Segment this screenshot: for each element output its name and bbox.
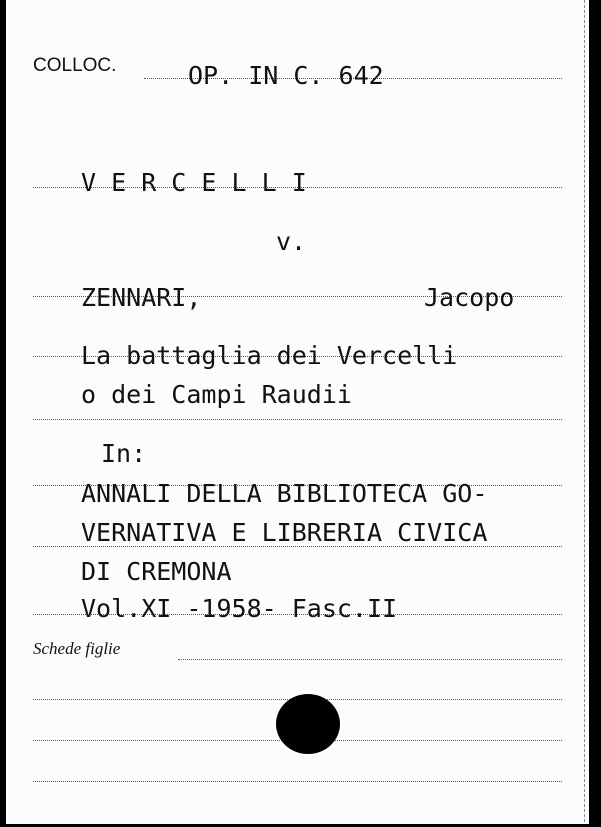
title-line-1: La battaglia dei Vercelli [81, 341, 458, 370]
author-firstname: Jacopo [424, 283, 515, 312]
author-surname: ZENNARI, [81, 283, 202, 312]
scan-border [589, 0, 601, 827]
place-name: V E R C E L L I [81, 168, 307, 197]
schede-label: Schede figlie [33, 639, 121, 658]
source-line-4: Vol.XI -1958- Fasc.II [81, 594, 398, 623]
ruled-line-11 [33, 781, 562, 782]
source-line-1: ANNALI DELLA BIBLIOTECA GO- [81, 479, 488, 508]
source-line-2: VERNATIVA E LIBRERIA CIVICA [81, 518, 488, 547]
colloc-label: COLLOC. [33, 55, 117, 76]
ruled-line-4 [33, 419, 562, 420]
versus-mark: v. [276, 227, 307, 256]
catalog-card [6, 0, 589, 824]
punch-hole [276, 694, 340, 754]
ruled-line-8 [178, 659, 562, 660]
shelfmark: OP. IN C. 642 [188, 61, 384, 90]
title-line-2: o dei Campi Raudii [81, 380, 352, 409]
source-line-3: DI CREMONA [81, 557, 232, 586]
ruled-line-6 [33, 546, 562, 547]
in-label: In: [101, 439, 147, 468]
card-edge-line [584, 0, 585, 824]
